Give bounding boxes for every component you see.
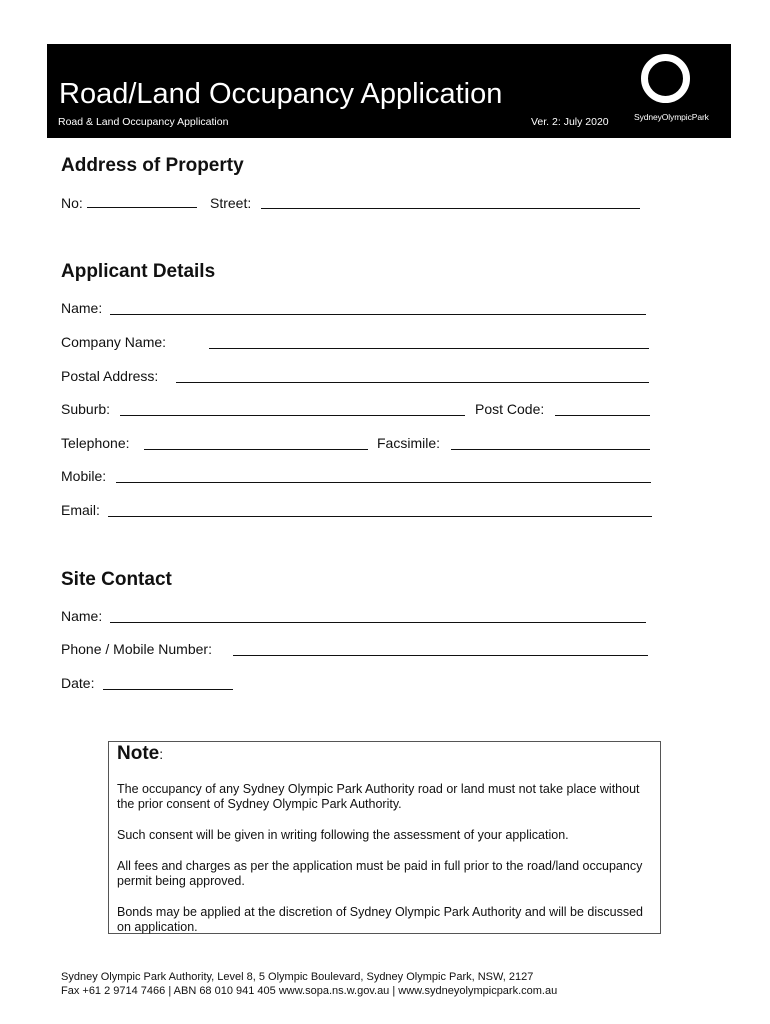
site-contact-name-field[interactable] [110,622,646,623]
facsimile-label: Facsimile: [377,435,441,451]
applicant-heading: Applicant Details [61,261,216,282]
postal-address-field[interactable] [176,382,649,383]
no-field[interactable] [87,207,197,208]
post-code-label: Post Code: [475,401,545,417]
telephone-field[interactable] [144,449,368,450]
email-label: Email: [61,502,100,518]
mobile-field[interactable] [116,482,651,483]
street-label: Street: [210,195,252,211]
site-contact-heading: Site Contact [61,569,172,590]
site-contact-name-label: Name: [61,608,103,624]
document-title: Road/Land Occupancy Application [59,78,503,110]
street-field[interactable] [261,208,640,209]
company-name-label: Company Name: [61,334,167,350]
telephone-label: Telephone: [61,435,130,451]
note-paragraph: All fees and charges as per the application must be paid in full prior to the road/land occupancy permit being approved. [117,859,643,888]
phone-mobile-field[interactable] [233,655,648,656]
note-box [108,741,661,934]
date-label: Date: [61,675,95,691]
footer-contact: Fax +61 2 9714 7466 | ABN 68 010 941 405 www.sopa.ns.w.gov.au | www.sydneyolympicpark.com.au [61,985,558,997]
note-title-colon: : [159,746,164,762]
facsimile-field[interactable] [451,449,650,450]
applicant-name-label: Name: [61,300,103,316]
date-field[interactable] [103,689,233,690]
sydney-olympic-park-logo-icon [641,54,690,103]
note-title [117,742,163,766]
note-title-text: Note [117,743,160,764]
email-field[interactable] [108,516,652,517]
note-paragraph: Bonds may be applied at the discretion of Sydney Olympic Park Authority and will be discussed on application. [117,905,643,934]
mobile-label: Mobile: [61,468,107,484]
postal-address-label: Postal Address: [61,368,159,384]
header-banner [47,44,731,138]
document-subtitle: Road & Land Occupancy Application [58,116,229,128]
footer [61,970,557,998]
suburb-field[interactable] [120,415,465,416]
note-paragraph: The occupancy of any Sydney Olympic Park Authority road or land must not take place without the prior consent of Sydney Olympic Park Authority. [117,782,640,811]
applicant-name-field[interactable] [110,314,646,315]
suburb-label: Suburb: [61,401,111,417]
no-label: No: [61,195,83,211]
address-heading: Address of Property [61,155,244,176]
company-name-field[interactable] [209,348,649,349]
post-code-field[interactable] [555,415,650,416]
footer-address: Sydney Olympic Park Authority, Level 8, 5 Olympic Boulevard, Sydney Olympic Park, NSW, 2127 [61,971,534,983]
note-paragraph: Such consent will be given in writing following the assessment of your application. [117,828,569,842]
logo-wordmark: SydneyOlympicPark [634,112,709,122]
phone-mobile-label: Phone / Mobile Number: [61,641,212,657]
version-label: Ver. 2: July 2020 [531,116,609,128]
